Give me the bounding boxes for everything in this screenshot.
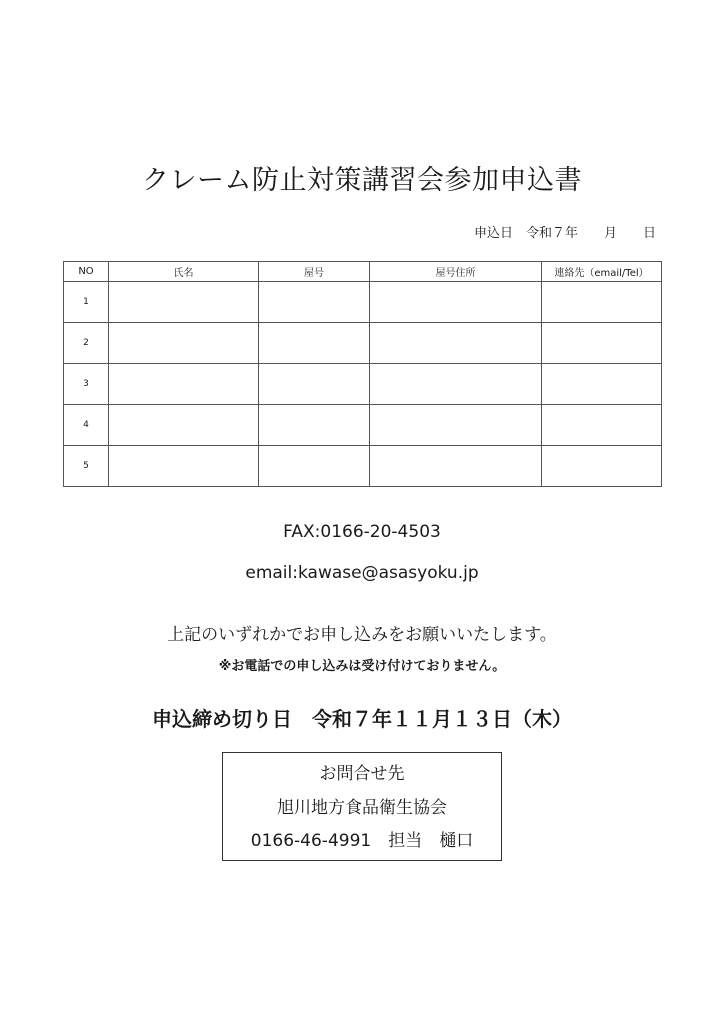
contact-cell[interactable] bbox=[542, 446, 662, 487]
table-row bbox=[64, 446, 662, 487]
contact-cell[interactable] bbox=[542, 364, 662, 405]
name-cell[interactable] bbox=[109, 405, 259, 446]
name-cell[interactable] bbox=[109, 282, 259, 323]
phone-note: ※お電話での申し込みは受け付けておりません。 bbox=[218, 659, 506, 674]
name-cell[interactable] bbox=[109, 364, 259, 405]
contact-phone-person: 0166-46-4991 担当 樋口 bbox=[250, 831, 474, 851]
header-name: 氏名 bbox=[109, 262, 259, 282]
row-number: 3 bbox=[64, 364, 109, 405]
shop-address-cell[interactable] bbox=[370, 446, 542, 487]
request-text: 上記のいずれかでお申し込みをお願いいたします。 bbox=[167, 625, 557, 645]
table-row bbox=[64, 405, 662, 446]
contact-cell[interactable] bbox=[542, 405, 662, 446]
table-header-row bbox=[64, 262, 662, 282]
shop-address-cell[interactable] bbox=[370, 323, 542, 364]
row-number: 1 bbox=[64, 282, 109, 323]
contact-heading: お問合せ先 bbox=[319, 764, 405, 784]
row-number: 5 bbox=[64, 446, 109, 487]
name-cell[interactable] bbox=[109, 446, 259, 487]
row-number: 2 bbox=[64, 323, 109, 364]
participant-table bbox=[63, 261, 662, 487]
contact-cell[interactable] bbox=[542, 282, 662, 323]
shop-address-cell[interactable] bbox=[370, 405, 542, 446]
shop-name-cell[interactable] bbox=[259, 323, 370, 364]
shop-name-cell[interactable] bbox=[259, 446, 370, 487]
header-no: NO bbox=[64, 262, 109, 282]
form-title: クレーム防止対策講習会参加申込書 bbox=[142, 165, 582, 196]
contact-cell[interactable] bbox=[542, 323, 662, 364]
table-row bbox=[64, 364, 662, 405]
table-row bbox=[64, 323, 662, 364]
shop-address-cell[interactable] bbox=[370, 282, 542, 323]
header-shop-name: 屋号 bbox=[259, 262, 370, 282]
email-address: email:kawase@asasyoku.jp bbox=[245, 563, 479, 583]
shop-address-cell[interactable] bbox=[370, 364, 542, 405]
shop-name-cell[interactable] bbox=[259, 282, 370, 323]
header-shop-address: 屋号住所 bbox=[370, 262, 542, 282]
contact-organization: 旭川地方食品衛生協会 bbox=[277, 798, 447, 818]
row-number: 4 bbox=[64, 405, 109, 446]
contact-box bbox=[222, 752, 502, 861]
deadline: 申込締め切り日 令和７年１１月１３日（木） bbox=[152, 707, 572, 731]
shop-name-cell[interactable] bbox=[259, 364, 370, 405]
name-cell[interactable] bbox=[109, 323, 259, 364]
shop-name-cell[interactable] bbox=[259, 405, 370, 446]
header-contact: 連絡先（email/Tel） bbox=[542, 262, 662, 282]
fax-number: FAX:0166-20-4503 bbox=[283, 522, 441, 542]
application-date: 申込日 令和７年 月 日 bbox=[473, 226, 656, 241]
table-row bbox=[64, 282, 662, 323]
